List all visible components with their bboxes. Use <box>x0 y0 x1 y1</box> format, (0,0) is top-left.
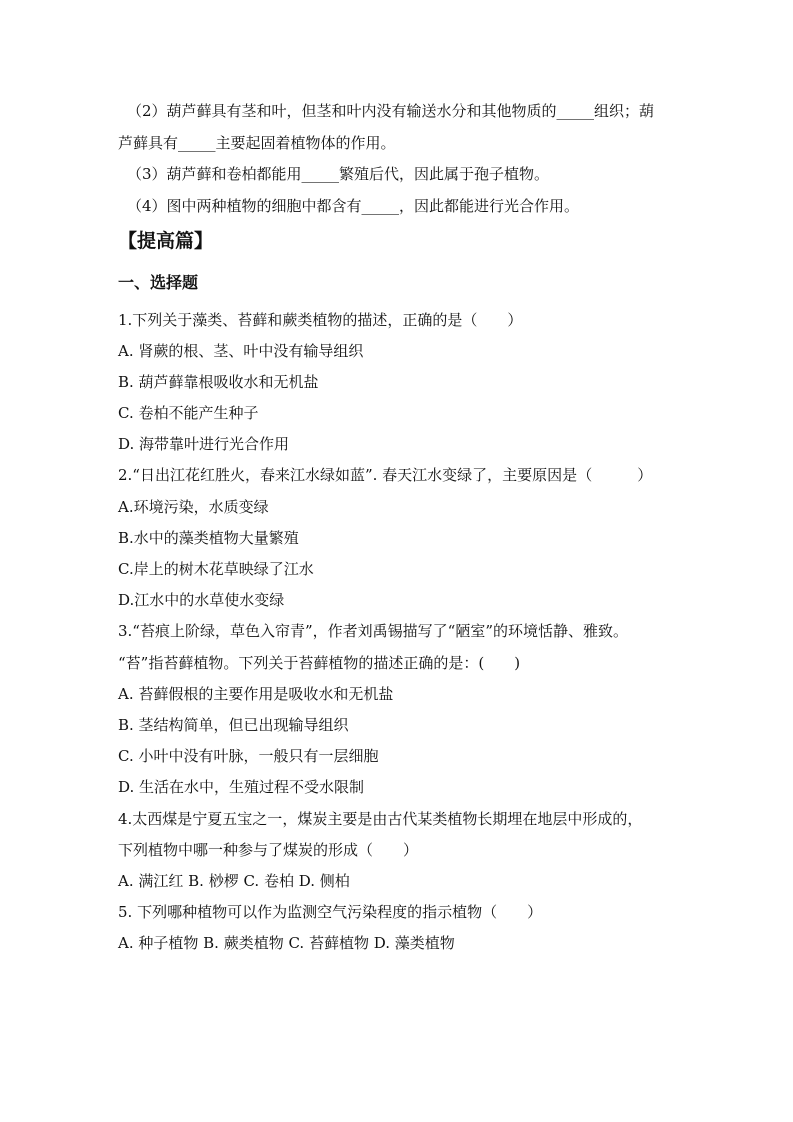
question-3-option-c: C. 小叶中没有叶脉，一般只有一层细胞 <box>118 747 379 765</box>
question-2-option-a: A.环境污染，水质变绿 <box>118 498 269 516</box>
question-1-stem: 1.下列关于藻类、苔藓和蕨类植物的描述，正确的是（ ） <box>118 311 523 329</box>
question-4-stem-line2: 下列植物中哪一种参与了煤炭的形成（ ） <box>118 841 419 859</box>
q-prev-2-line2: 芦藓具有_____主要起固着植物体的作用。 <box>118 134 396 152</box>
question-1-option-c: C. 卷柏不能产生种子 <box>118 404 259 422</box>
question-3-stem-line2: “苔”指苔藓植物。下列关于苔藓植物的描述正确的是：( ) <box>118 654 521 672</box>
question-3-option-d: D. 生活在水中，生殖过程不受水限制 <box>118 778 365 796</box>
question-4-options: A. 满江红 B. 桫椤 C. 卷柏 D. 侧柏 <box>118 872 350 890</box>
question-2-option-b: B.水中的藻类植物大量繁殖 <box>118 529 299 547</box>
question-4-stem-line1: 4.太西煤是宁夏五宝之一，煤炭主要是由古代某类植物长期埋在地层中形成的， <box>118 810 643 828</box>
section-title: 【提高篇】 <box>118 230 214 252</box>
question-1-option-a: A. 肾蕨的根、茎、叶中没有输导组织 <box>118 342 364 360</box>
question-2-option-c: C.岸上的树木花草映绿了江水 <box>118 560 314 578</box>
question-3-option-a: A. 苔藓假根的主要作用是吸收水和无机盐 <box>118 685 394 703</box>
question-1-option-b: B. 葫芦藓靠根吸收水和无机盐 <box>118 373 319 391</box>
question-1-option-d: D. 海带靠叶进行光合作用 <box>118 435 290 453</box>
question-5-options: A. 种子植物 B. 蕨类植物 C. 苔藓植物 D. 藻类植物 <box>118 934 455 952</box>
question-5-stem: 5. 下列哪种植物可以作为监测空气污染程度的指示植物（ ） <box>118 903 543 921</box>
question-2-stem: 2.“日出江花红胜火，春来江水绿如蓝”. 春天江水变绿了，主要原因是（ ） <box>118 466 653 484</box>
q-prev-4: （4）图中两种植物的细胞中都含有_____，因此都能进行光合作用。 <box>127 197 580 215</box>
question-2-option-d: D.江水中的水草使水变绿 <box>118 591 285 609</box>
q-prev-2-line1: （2）葫芦藓具有茎和叶，但茎和叶内没有输送水分和其他物质的_____组织；葫 <box>127 102 655 120</box>
question-3-option-b: B. 茎结构简单，但已出现输导组织 <box>118 716 349 734</box>
question-3-stem-line1: 3.“苔痕上阶绿，草色入帘青”，作者刘禹锡描写了“陋室”的环境恬静、雅致。 <box>118 622 628 640</box>
q-prev-3: （3）葫芦藓和卷柏都能用_____繁殖后代，因此属于孢子植物。 <box>127 165 550 183</box>
subsection-title: 一、选择题 <box>118 273 199 292</box>
